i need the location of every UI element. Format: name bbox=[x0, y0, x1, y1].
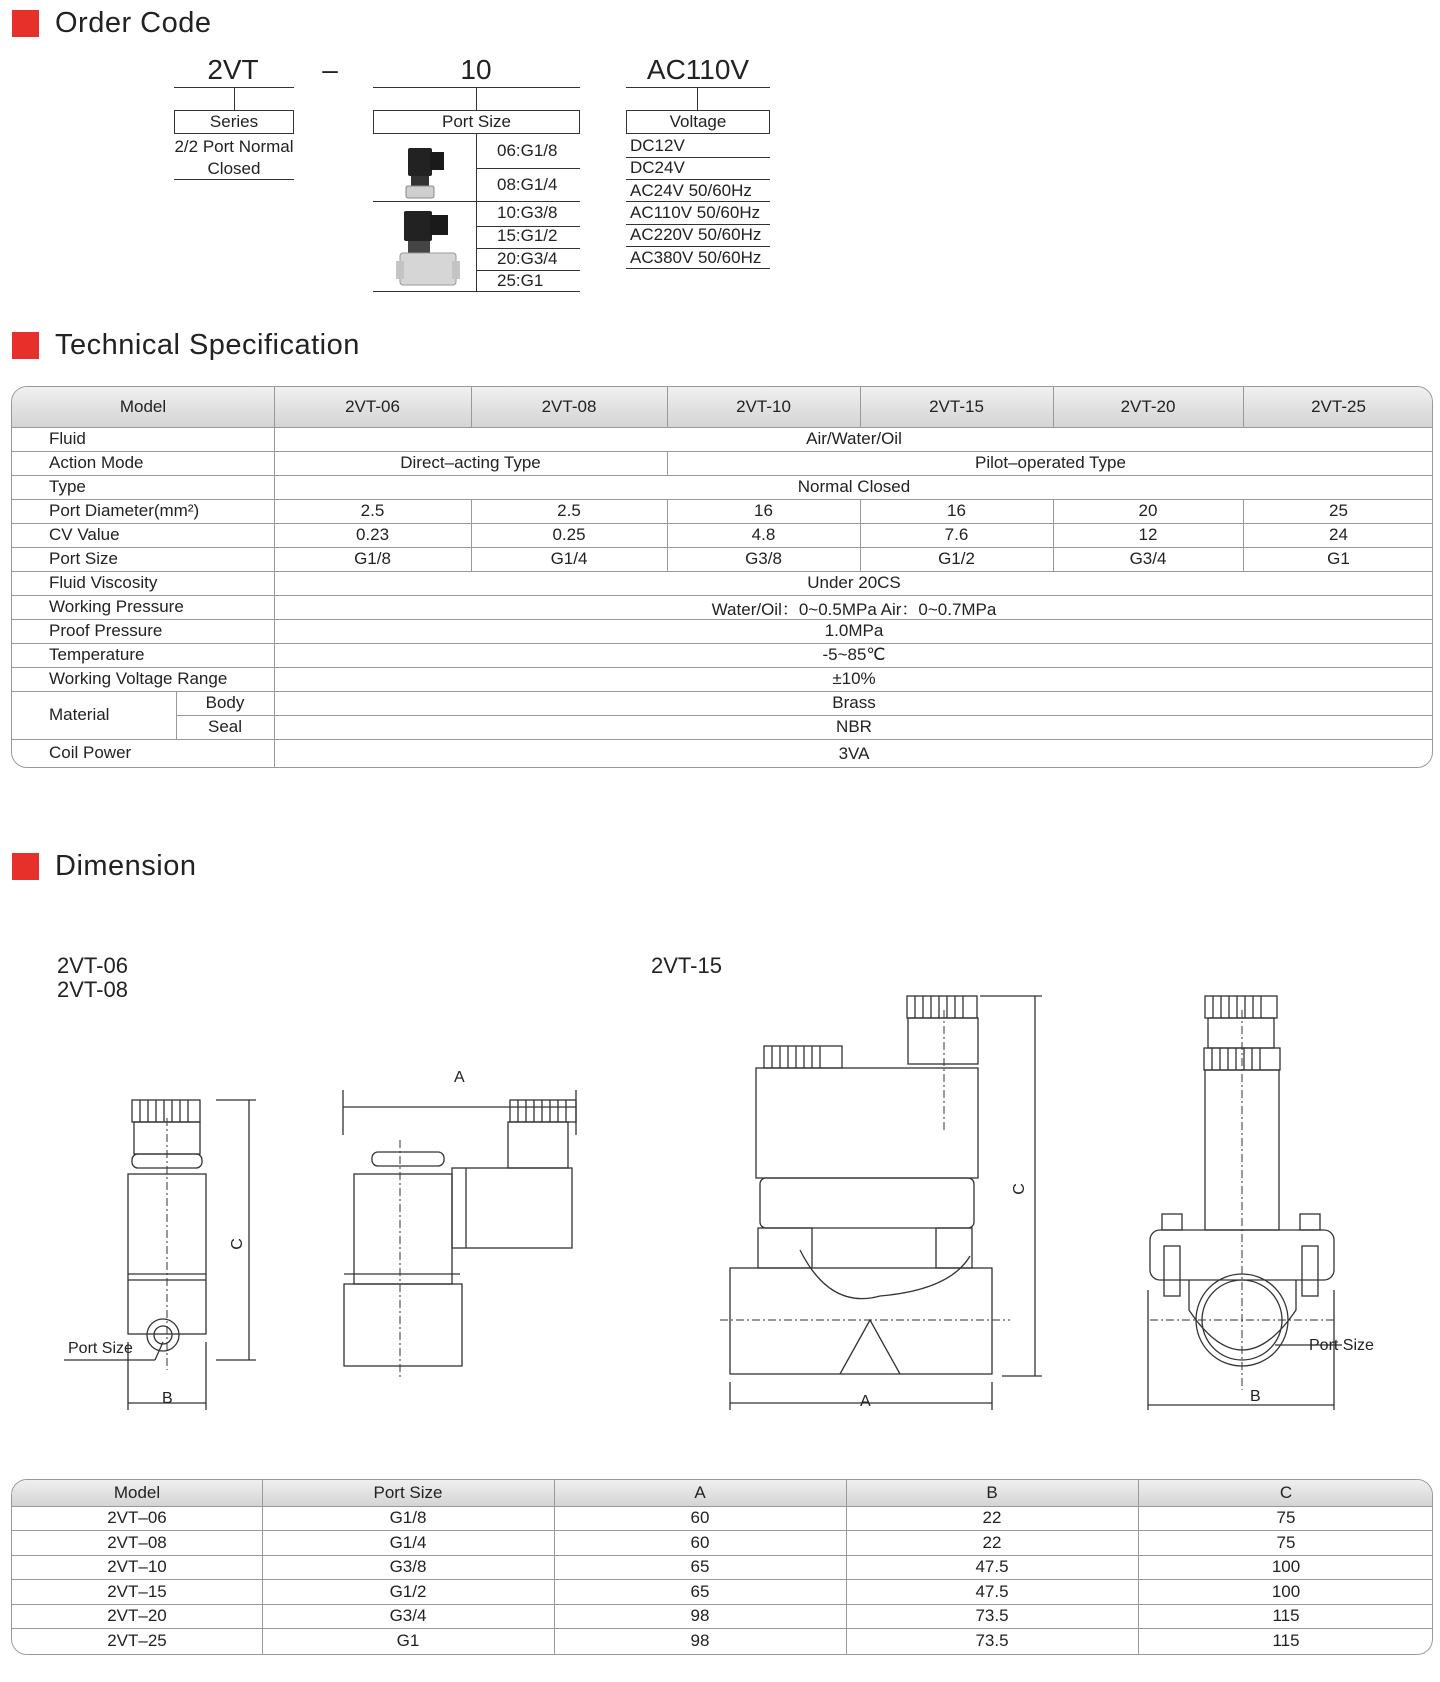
dim-cell: 100 bbox=[1271, 1582, 1301, 1601]
dimension-heading bbox=[12, 851, 197, 881]
dim-cell: 2VT–10 bbox=[107, 1557, 167, 1576]
dim-cell: G1 bbox=[396, 1631, 420, 1650]
spec-value: 0.23 bbox=[355, 525, 390, 544]
dim-cell: 115 bbox=[1272, 1631, 1300, 1650]
dim-cell: 2VT–08 bbox=[107, 1533, 167, 1552]
dim-cell: 98 bbox=[690, 1631, 710, 1650]
dim-b-label: B bbox=[1250, 1388, 1261, 1405]
spec-row-label: Fluid Viscosity bbox=[49, 573, 158, 592]
spec-row-label: Fluid bbox=[49, 429, 86, 448]
spec-row-label: Port Size bbox=[49, 549, 118, 568]
spec-value: G1/8 bbox=[354, 549, 391, 568]
spec-header-cell: 2VT-08 bbox=[541, 397, 597, 416]
spec-sub-label: Body bbox=[205, 693, 245, 712]
spec-row-label: Material bbox=[49, 705, 110, 724]
spec-value: 1.0MPa bbox=[824, 621, 884, 640]
spec-value: ±10% bbox=[832, 669, 876, 688]
spec-value: 16 bbox=[947, 501, 966, 520]
small-valve-drawing bbox=[60, 1080, 600, 1420]
spec-value: Brass bbox=[832, 693, 876, 712]
dim-cell: 2VT–06 bbox=[107, 1508, 167, 1527]
spec-sub-label: Seal bbox=[207, 717, 243, 736]
dim-cell: 2VT–15 bbox=[107, 1582, 167, 1601]
spec-header-cell: 2VT-06 bbox=[345, 397, 400, 416]
port-size-label: Port Size bbox=[373, 110, 580, 134]
series-code: 2VT bbox=[207, 54, 259, 85]
dim-b-label: B bbox=[162, 1390, 173, 1407]
section-title: Dimension bbox=[55, 849, 197, 882]
dim-cell: 73.5 bbox=[975, 1606, 1009, 1625]
spec-header-cell: 2VT-10 bbox=[736, 397, 791, 416]
spec-row-label: Type bbox=[49, 477, 86, 496]
dim-cell: 98 bbox=[690, 1606, 710, 1625]
port-size-item: 08:G1/4 bbox=[497, 175, 558, 194]
dim-header-cell: B bbox=[986, 1483, 998, 1502]
dim-cell: 73.5 bbox=[975, 1631, 1009, 1650]
spec-value: G3/4 bbox=[1129, 549, 1167, 568]
spec-value: Pilot–operated Type bbox=[975, 453, 1126, 472]
spec-value: 0.25 bbox=[552, 525, 586, 544]
dim-cell: G1/4 bbox=[389, 1533, 427, 1552]
spec-value: Direct–acting Type bbox=[400, 453, 541, 472]
spec-value: Water/Oil：0~0.5MPa Air：0~0.7MPa bbox=[711, 599, 997, 619]
dim-cell: 22 bbox=[982, 1508, 1002, 1527]
spec-row-label: Action Mode bbox=[49, 453, 144, 472]
spec-value: G3/8 bbox=[745, 549, 782, 568]
dim-cell: 75 bbox=[1276, 1533, 1296, 1552]
port-size-label: Port Size bbox=[1309, 1337, 1374, 1354]
spec-row-label: Working Voltage Range bbox=[49, 669, 228, 688]
port-size-item: 10:G3/8 bbox=[497, 203, 558, 222]
spec-value: Normal Closed bbox=[797, 477, 911, 496]
dim-cell: 60 bbox=[690, 1508, 710, 1527]
spec-value: G1 bbox=[1327, 549, 1350, 568]
spec-header-cell: 2VT-20 bbox=[1120, 397, 1176, 416]
dim-header-cell: A bbox=[694, 1483, 706, 1502]
large-valve-image bbox=[396, 205, 460, 289]
port-size-item: 20:G3/4 bbox=[497, 249, 558, 268]
dim-cell: 47.5 bbox=[975, 1557, 1009, 1576]
spec-row-label: Port Diameter(mm²) bbox=[49, 501, 200, 520]
dim-cell: 100 bbox=[1271, 1557, 1301, 1576]
dim-cell: 115 bbox=[1272, 1606, 1300, 1625]
spec-value: Under 20CS bbox=[807, 573, 901, 592]
spec-header-cell: Model bbox=[119, 397, 167, 416]
series-label: Series bbox=[174, 110, 294, 134]
voltage-item: AC110V 50/60Hz bbox=[630, 203, 761, 222]
series-desc-1: 2/2 Port Normal bbox=[174, 137, 294, 156]
dim-header-cell: Port Size bbox=[373, 1483, 443, 1502]
dim-c-label: C bbox=[228, 1238, 246, 1250]
red-square-icon bbox=[12, 10, 39, 37]
voltage-item: AC220V 50/60Hz bbox=[630, 225, 762, 244]
spec-row-label: Proof Pressure bbox=[49, 621, 163, 640]
voltage-item: DC24V bbox=[630, 158, 685, 177]
dim-cell: G3/8 bbox=[389, 1557, 427, 1576]
red-square-icon bbox=[12, 853, 39, 880]
tech-spec-heading bbox=[12, 330, 360, 360]
dim-cell: 22 bbox=[982, 1533, 1002, 1552]
code-dash: – bbox=[322, 54, 338, 85]
spec-value: -5~85℃ bbox=[822, 645, 886, 664]
port-size-item: 15:G1/2 bbox=[497, 226, 558, 245]
spec-value: 4.8 bbox=[751, 525, 776, 544]
voltage-code: AC110V bbox=[646, 54, 750, 85]
spec-value: 25 bbox=[1329, 501, 1348, 520]
order-code-heading bbox=[12, 8, 212, 38]
spec-header-cell: 2VT-25 bbox=[1311, 397, 1366, 416]
spec-row-label: Temperature bbox=[49, 645, 145, 664]
section-title: Order Code bbox=[55, 6, 212, 39]
dim-cell: 60 bbox=[690, 1533, 710, 1552]
large-valve-drawing bbox=[720, 990, 1380, 1430]
dimension-table bbox=[11, 1479, 1433, 1655]
port-size-item: 25:G1 bbox=[497, 271, 544, 290]
spec-header-cell: 2VT-15 bbox=[929, 397, 984, 416]
dim-c-label: C bbox=[1010, 1183, 1028, 1195]
spec-row-label: Working Pressure bbox=[49, 597, 184, 616]
spec-row-label: Coil Power bbox=[49, 743, 132, 762]
red-square-icon bbox=[12, 332, 39, 359]
port-size-label: Port Size bbox=[68, 1340, 133, 1357]
spec-value: 12 bbox=[1138, 525, 1158, 544]
dim-cell: G3/4 bbox=[389, 1606, 427, 1625]
dim-cell: 75 bbox=[1276, 1508, 1296, 1527]
voltage-item: AC380V 50/60Hz bbox=[630, 248, 762, 267]
spec-value: G1/4 bbox=[550, 549, 588, 568]
drawing-model-label: 2VT-06 bbox=[57, 953, 128, 978]
dim-header-cell: C bbox=[1279, 1483, 1293, 1502]
spec-value: 2.5 bbox=[360, 501, 385, 520]
spec-value: NBR bbox=[836, 717, 872, 736]
dim-cell: 65 bbox=[690, 1582, 710, 1601]
spec-value: 20 bbox=[1138, 501, 1158, 520]
dim-cell: 2VT–20 bbox=[107, 1606, 167, 1625]
dim-cell: G1/2 bbox=[389, 1582, 427, 1601]
small-valve-image bbox=[396, 142, 456, 200]
dim-header-cell: Model bbox=[113, 1483, 161, 1502]
dim-cell: 65 bbox=[690, 1557, 710, 1576]
voltage-item: AC24V 50/60Hz bbox=[630, 181, 752, 200]
spec-table bbox=[11, 386, 1433, 768]
drawing-model-label: 2VT-08 bbox=[57, 977, 128, 1002]
drawing-model-label: 2VT-15 bbox=[651, 953, 722, 978]
section-title: Technical Specification bbox=[55, 328, 360, 361]
port-size-item: 06:G1/8 bbox=[497, 141, 558, 160]
dim-a-label: A bbox=[860, 1393, 871, 1410]
spec-value: 3VA bbox=[838, 744, 870, 763]
series-desc-2: Closed bbox=[207, 159, 261, 178]
spec-value: 2.5 bbox=[557, 501, 581, 520]
dim-cell: 2VT–25 bbox=[107, 1631, 167, 1650]
spec-value: 7.6 bbox=[944, 525, 969, 544]
dim-a-label: A bbox=[454, 1069, 465, 1086]
voltage-label: Voltage bbox=[626, 110, 770, 134]
spec-value: 24 bbox=[1329, 525, 1348, 544]
spec-row-label: CV Value bbox=[49, 525, 120, 544]
dim-cell: 47.5 bbox=[975, 1582, 1009, 1601]
spec-value: G1/2 bbox=[938, 549, 975, 568]
port-code: 10 bbox=[460, 54, 492, 85]
dim-cell: G1/8 bbox=[389, 1508, 427, 1527]
spec-value: 16 bbox=[754, 501, 773, 520]
spec-value: Air/Water/Oil bbox=[806, 429, 902, 448]
voltage-item: DC12V bbox=[630, 136, 685, 155]
